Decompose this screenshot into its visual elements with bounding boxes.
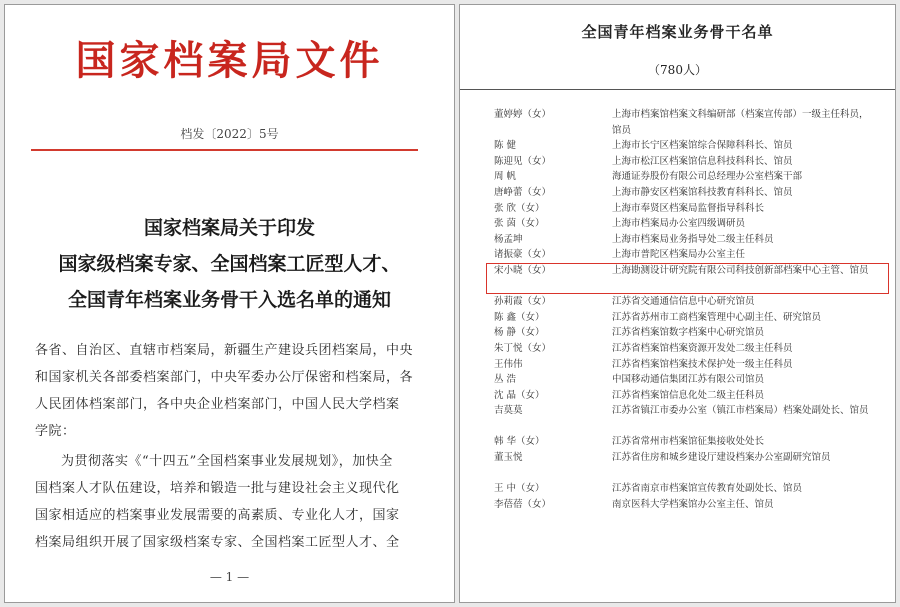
- person-name: 董婷婷（女）: [494, 109, 552, 120]
- person-name: 杨 静（女）: [494, 327, 545, 339]
- list-row: [460, 216, 895, 232]
- list-row: [460, 497, 895, 513]
- person-name: 宋小晓（女）: [494, 264, 552, 276]
- person-organization: 南京医科大学档案馆办公室主任、馆员: [612, 498, 774, 510]
- person-name: 陈 鑫（女）: [494, 311, 545, 323]
- document-number: 档发〔2022〕5号: [180, 127, 279, 141]
- person-name: 张 茵（女）: [494, 218, 545, 230]
- list-row: [460, 232, 895, 248]
- document-header: 国家档案局文件: [75, 37, 384, 84]
- person-name: 沈 晶（女）: [494, 389, 545, 401]
- person-organization: 上海市档案馆档案文科编研部（档案宣传部）一级主任科员，馆员: [612, 109, 869, 136]
- body-line: 学院：: [35, 424, 76, 439]
- person-name: 李蓓蓓（女）: [494, 498, 552, 510]
- person-name: 孙莉霞（女）: [494, 296, 552, 308]
- list-row: [460, 107, 895, 138]
- list-row: [460, 185, 895, 201]
- person-organization: 江苏省档案馆数字档案中心研究馆员: [612, 327, 765, 339]
- list-row: [460, 138, 895, 154]
- list-row: [460, 403, 895, 434]
- person-name: 张 欣（女）: [494, 202, 545, 214]
- person-organization: 海通证券股份有限公司总经理办公室档案干部: [612, 171, 803, 183]
- list-row: [460, 154, 895, 170]
- list-row: [460, 372, 895, 388]
- list-row: [460, 169, 895, 185]
- body-line: 各省、自治区、直辖市档案局，新疆生产建设兵团档案局，中央: [35, 343, 414, 358]
- person-organization: 上海市普陀区档案局办公室主任: [612, 249, 746, 261]
- person-organization: 江苏省档案馆档案资源开发处二级主任科员: [612, 342, 793, 354]
- person-organization: 上海市长宁区档案馆综合保障科科长、馆员: [612, 140, 793, 152]
- person-organization: 江苏省常州市档案馆征集接收处处长: [612, 436, 765, 448]
- highlighted-list-row: [486, 263, 889, 294]
- person-name: 王伟伟: [494, 358, 523, 370]
- person-organization: 上海市奉贤区档案局监督指导科科长: [612, 202, 765, 214]
- list-row: [460, 325, 895, 341]
- person-organization: 江苏省住房和城乡建设厅建设档案办公室副研究馆员: [612, 452, 831, 464]
- title-line: 全国青年档案业务骨干入选名单的通知: [67, 289, 391, 311]
- person-organization: 江苏省档案馆档案技术保护处一级主任科员: [612, 358, 793, 370]
- person-name: 吉莫莫: [494, 405, 523, 417]
- list-title: 全国青年档案业务骨干名单: [581, 23, 774, 41]
- person-organization: 上海市档案局业务指导处二级主任科员: [612, 233, 774, 245]
- person-name: 周 帆: [494, 171, 517, 183]
- list-row: [460, 247, 895, 263]
- body-line: 为贯彻落实《“十四五”全国档案事业发展规划》，加快全: [61, 454, 393, 469]
- body-line: 人民团体档案部门，各中央企业档案部门，中国人民大学档案: [35, 397, 400, 412]
- list-row: [460, 310, 895, 326]
- person-name: 诸振豪（女）: [494, 249, 552, 261]
- list-row: [460, 201, 895, 217]
- title-line: 国家档案局关于印发: [143, 217, 315, 239]
- person-name: 丛 浩: [494, 374, 517, 386]
- title-line: 国家级档案专家、全国档案工匠型人才、: [58, 253, 401, 275]
- list-row: [460, 481, 895, 497]
- list-row: [460, 357, 895, 373]
- person-organization: 江苏省苏州市工商档案管理中心副主任、研究馆员: [612, 311, 822, 323]
- body-line: 和国家机关各部委档案部门，中央军委办公厅保密和档案局，各: [35, 370, 414, 385]
- person-name: 董玉悦: [494, 452, 523, 464]
- person-organization: 江苏省档案馆信息化处二级主任科员: [612, 389, 765, 401]
- red-divider: [31, 149, 418, 151]
- body-line: 国家相适应的档案事业发展需要的高素质、专业化人才，国家: [35, 508, 400, 523]
- left-document-page: [4, 4, 455, 603]
- person-organization: 上海勘测设计研究院有限公司科技创新部档案中心主管、馆员: [612, 264, 869, 276]
- page-number: — 1 —: [209, 570, 250, 584]
- person-organization: 上海市静安区档案馆科技教育科科长、馆员: [612, 186, 793, 198]
- person-organization: 上海市松江区档案馆信息科技科科长、馆员: [612, 155, 793, 167]
- list-row: [460, 341, 895, 357]
- person-organization: 上海市档案局办公室四级调研员: [612, 218, 746, 230]
- body-line: 档案局组织开展了国家级档案专家、全国档案工匠型人才、全: [35, 535, 400, 550]
- document-title: [5, 210, 454, 318]
- person-organization: 江苏省交通通信信息中心研究馆员: [612, 296, 755, 308]
- person-organization: 中国移动通信集团江苏有限公司馆员: [612, 374, 765, 386]
- person-name: 王 中（女）: [494, 483, 545, 495]
- person-organization: 江苏省镇江市委办公室（镇江市档案局）档案处副处长、馆员: [612, 405, 869, 417]
- list-row: [460, 434, 895, 450]
- list-row: [460, 294, 895, 310]
- list-row: [460, 450, 895, 481]
- list-count: （780人）: [648, 63, 707, 77]
- list-divider: [460, 89, 895, 90]
- person-organization: 江苏省南京市档案馆宣传教育处副处长、馆员: [612, 483, 803, 495]
- person-name: 韩 华（女）: [494, 436, 545, 448]
- list-row: [460, 388, 895, 404]
- name-list: [460, 107, 895, 512]
- person-name: 陈迎见（女）: [494, 155, 552, 167]
- right-list-page: [459, 4, 896, 603]
- person-name: 朱丁悦（女）: [494, 342, 552, 354]
- person-name: 唐峥蕾（女）: [494, 186, 552, 198]
- document-body: [35, 337, 430, 556]
- person-name: 陈 健: [494, 140, 517, 152]
- body-line: 国档案人才队伍建设，培养和锻造一批与建设社会主义现代化: [35, 481, 400, 496]
- person-name: 杨孟坤: [494, 233, 523, 245]
